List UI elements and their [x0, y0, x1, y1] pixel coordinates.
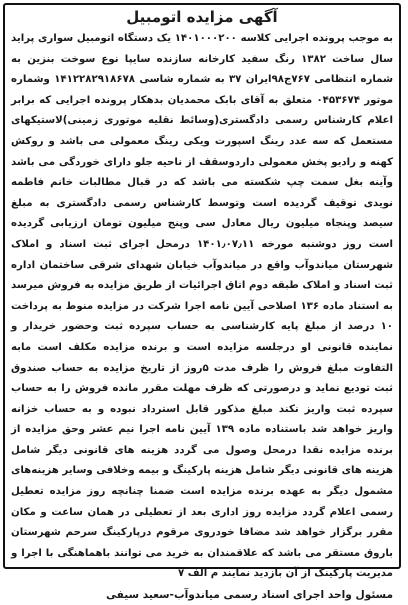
notice-title: آگهی مزایده اتومبیل	[126, 8, 278, 26]
notice-frame	[3, 3, 401, 602]
notice-footer: مسئول واحد اجرای اسناد رسمی میاندوآب-سعید سیفی	[105, 589, 393, 602]
notice-body: به موجب پرونده اجرایی کلاسه ۱۴۰۱۰۰۰۲۰۰ یک دستگاه اتومبیل سواری پراید سال ساخت ۱۳۸۲ رنگ سفید کارخانه سازنده سایپا نوع سوخت بنزین به شماره انتظامی ۷۶۷ج۹۸ایران ۳۷ به شماره شاسی ۱۴۱۲۲۸۲۹۱۸۶۷۸ وشماره موتور ۰۴۵۳۶۷۴ متعلق به آقای بابک محمدیان بدهکار پرونده اجرایی که برابر اعلام کارشناس رسمی دادگستری(وسائط نقلیه موتوری زمینی)لاستیکهای مستعمل که سه عدد رینگ اسپورت ویکی رینگ معمولی می باشد و روکش کهنه و رادیو پخش معمولی داردوسقف از ناحیه جلو دارای خوردگی می باشد وآینه بغل سمت چپ شکسته می باشد که در قبال مطالبات خانم فاطمه نویدی توقیف گردیده است وتوسط کارشناس رسمی دادگستری به مبلغ سیصد وپنجاه میلیون ریال معادل سی وپنج میلیون تومان ارزیابی گردیده است روز دوشنبه مورخه ۱۴۰۱٫۰۷٫۱۱ درمحل اجرای ثبت اسناد و املاک شهرستان میاندوآب واقع در میاندوآب خیابان شهدای شرقی ساختمان اداره ثبت اسناد و املاک طبقه دوم اتاق اجرائیات از طریق مزایده به فروش میرسد به استناد ماده ۱۳۶ اصلاحی آیین نامه اجرا شرکت در مزایده منوط به پرداخت ۱۰ درصد از مبلغ پایه کارشناسی به حساب سپرده ثبت وحضور خریدار و نماینده قانونی او درجلسه مزایده است و برنده مزایده مکلف است مابه التفاوت مبلغ فروش را ظرف مدت ۵روز از تاریخ مزایده به حساب صندوق ثبت تودیع نماید و درصورتی که ظرف مهلت مقرر مانده فروش را به حساب سپرده ثبت واریز نکند مبلغ مذکور قابل استرداد نبوده و به حساب خزانه واریز خواهد شد باستناده ماده ۱۳۹ آیین نامه اجرا نیم عشر وحق مزایده از برنده مزایده نقدا درمحل وصول می گردد هزینه های قانونی دیگر شامل هزینه های قانونی دیگر شامل هزینه پارکینگ و بیمه وخلافی وسایر هزینه‌های مشمول دیگر به عهده برنده مزایده است ضمنا چنانچه روز مزایده تعطیل رسمی اعلام گردد مزایده روز اداری بعد از تعطیلی در همان ساعت و مکان مقرر برگزار خواهد شد مضافا خودروی مرقوم درپارکینگ سرحم شهرستان باروق مستقر می باشد که علاقمندان به خرید می توانند باهماهنگی با اجرا و مدیریت پارکینگ از آن بازدید نمایند م الف ۷	[11, 33, 394, 580]
